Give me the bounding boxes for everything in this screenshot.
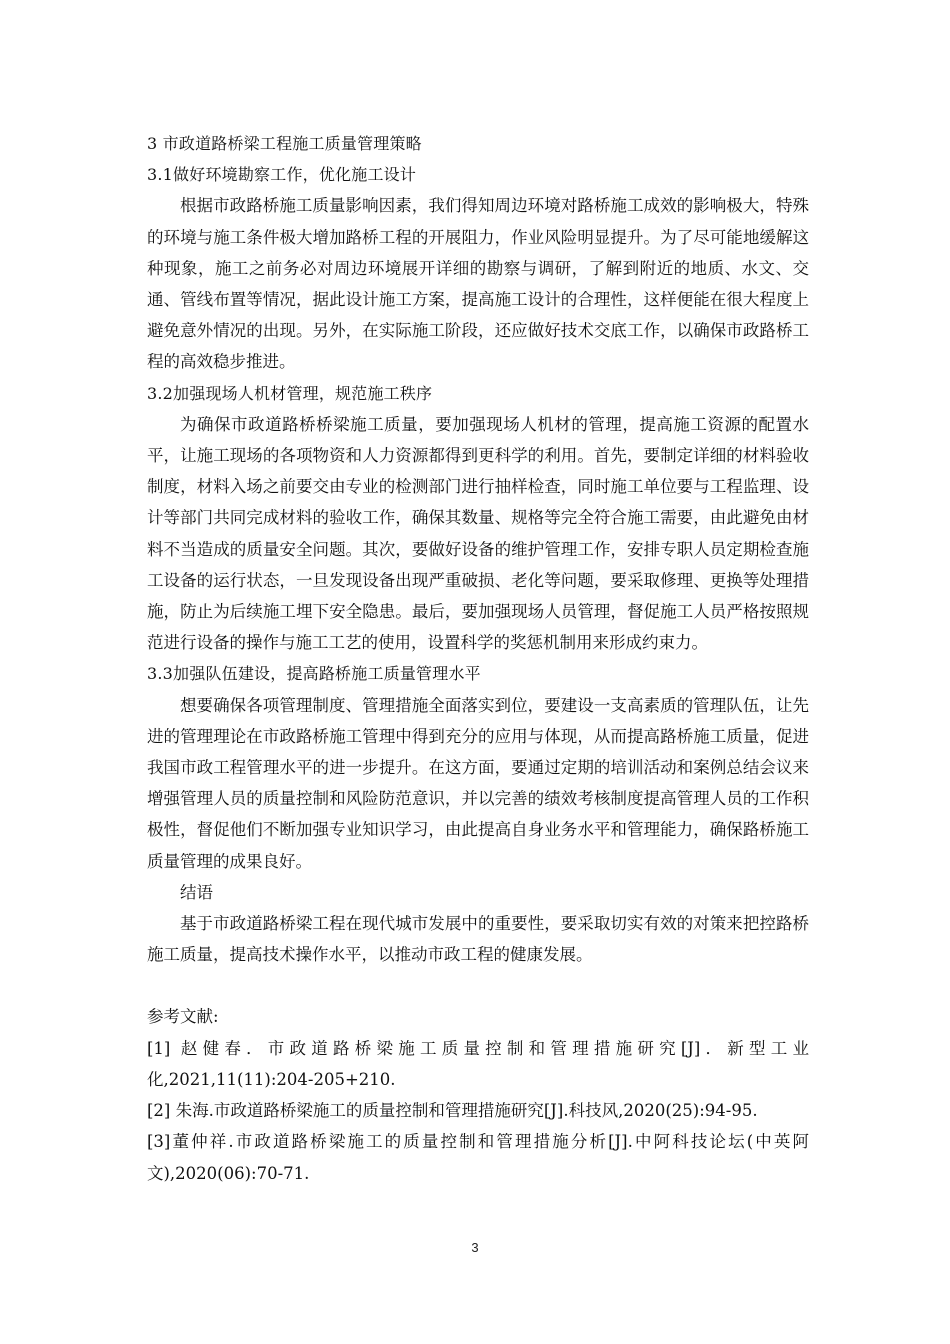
subsection-heading-3-3: 3.3加强队伍建设，提高路桥施工质量管理水平 (147, 664, 481, 684)
conclusion-heading: 结语 (180, 882, 213, 902)
paragraph-3-3: 想要确保各项管理制度、管理措施全面落实到位，要建设一支高素质的管理队伍，让先进的管理理论在市政路桥施工管理中得到充分的应用与体现，从而提高路桥施工质量，促进我国市政工程管理水平的进一步提升。在这方面，要通过定期的培训活动和案例总结会议来增强管理人员的质量控制和风险防范意识，并以完善的绩效考核制度提高管理人员的工作积极性，督促他们不断加强专业知识学习，由此提高自身业务水平和管理能力，确保路桥施工质量管理的成果良好。 (147, 695, 809, 871)
paragraph-3-2: 为确保市政道路桥桥梁施工质量，要加强现场人机材的管理，提高施工资源的配置水平，让施工现场的各项物资和人力资源都得到更科学的利用。首先，要制定详细的材料验收制度，材料入场之前要交由专业的检测部门进行抽样检查，同时施工单位要与工程监理、设计等部门共同完成材料的验收工作，确保其数量、规格等完全符合施工需要，由此避免由材料不当造成的质量安全问题。其次，要做好设备的维护管理工作，安排专职人员定期检查施工设备的运行状态，一旦发现设备出现严重破损、老化等问题，要采取修理、更换等处理措施，防止为后续施工埋下安全隐患。最后，要加强现场人员管理，督促施工人员严格按照规范进行设备的操作与施工工艺的使用，设置科学的奖惩机制用来形成约束力。 (147, 414, 809, 653)
reference-item-3: [3]董仲祥.市政道路桥梁施工的质量控制和管理措施分析[J].中阿科技论坛(中英阿文),2020(06):70-71. (147, 1132, 809, 1183)
section-heading: 3 市政道路桥梁工程施工质量管理策略 (147, 134, 422, 153)
page-number: 3 (471, 1240, 479, 1255)
subsection-heading-3-2: 3.2加强现场人机材管理，规范施工秩序 (147, 383, 433, 403)
references-heading: 参考文献: (147, 1007, 219, 1027)
subsection-heading-3-1: 3.1做好环境勘察工作，优化施工设计 (147, 165, 417, 185)
page-content (147, 128, 809, 1189)
paragraph-3-1: 根据市政路桥施工质量影响因素，我们得知周边环境对路桥施工成效的影响极大，特殊的环境与施工条件极大增加路桥工程的开展阻力，作业风险明显提升。为了尽可能地缓解这种现象，施工之前务必对周边环境展开详细的勘察与调研，了解到附近的地质、水文、交通、管线布置等情况，据此设计施工方案，提高施工设计的合理性，这样便能在很大程度上避免意外情况的出现。另外，在实际施工阶段，还应做好技术交底工作，以确保市政路桥工程的高效稳步推进。 (147, 196, 809, 372)
reference-item-1: [1] 赵健春．市政道路桥梁施工质量控制和管理措施研究[J]．新型工业化,2021,11(11):204-205+210. (147, 1038, 809, 1089)
conclusion-paragraph: 基于市政道路桥梁工程在现代城市发展中的重要性，要采取切实有效的对策来把控路桥施工质量，提高技术操作水平，以推动市政工程的健康发展。 (147, 914, 809, 965)
reference-item-2: [2] 朱海.市政道路桥梁施工的质量控制和管理措施研究[J].科技风,2020(25):94-95. (147, 1101, 758, 1121)
